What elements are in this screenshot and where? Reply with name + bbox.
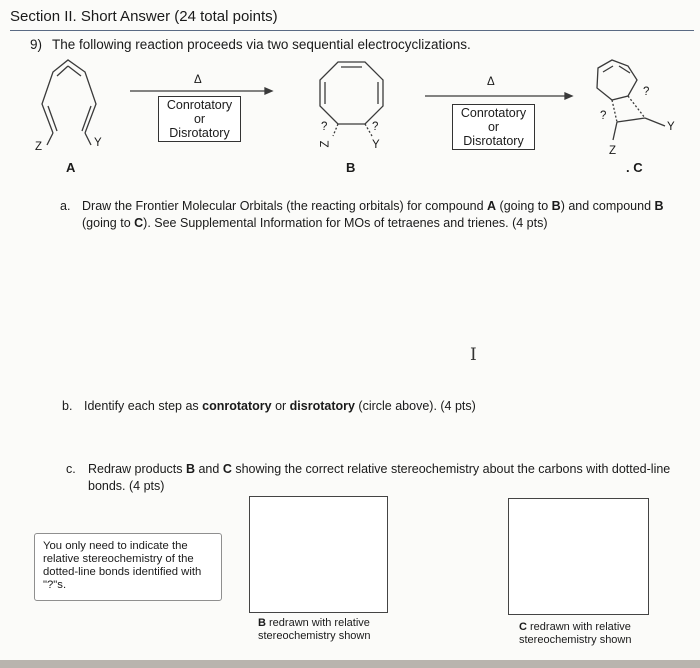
step1-or-text: or — [193, 112, 206, 126]
compound-c-y-label: Y — [667, 121, 675, 133]
text-cursor-icon: I — [470, 345, 477, 365]
product-c-drawing-box[interactable] — [508, 498, 649, 615]
compound-a-structure — [42, 60, 96, 145]
step1-disrotatory-option[interactable]: Disrotatory — [169, 126, 230, 140]
step2-conrotatory-option[interactable]: Conrotatory — [460, 106, 527, 120]
stereochemistry-note: You only need to indicate the relative stereochemistry of the dotted-line bonds identified with "?"s. — [34, 533, 222, 601]
product-c-caption: C redrawn with relative stereochemistry shown — [519, 621, 632, 646]
step2-mode-options[interactable] — [452, 104, 535, 150]
question-number: 9) — [30, 37, 43, 52]
section-divider — [10, 30, 694, 31]
part-a — [60, 198, 685, 232]
compound-b-z-label: Z — [319, 140, 332, 148]
compound-b-y-label: Y — [372, 139, 380, 151]
heat-symbol-1: Δ — [194, 74, 202, 86]
part-b-letter: b. — [62, 399, 73, 413]
compound-b-question-right: ? — [372, 121, 379, 133]
compound-a-z-label: Z — [35, 141, 43, 153]
part-b — [62, 398, 622, 415]
compound-c-dot: . — [626, 160, 630, 175]
section-title: Section II. Short Answer (24 total points) — [10, 8, 278, 25]
step1-conrotatory-option[interactable]: Conrotatory — [166, 98, 233, 112]
compound-c-question-left: ? — [600, 110, 607, 122]
compound-c-letter: C — [633, 160, 643, 175]
part-c-letter: c. — [66, 462, 76, 476]
compound-c-label — [626, 160, 643, 175]
compound-c-z-label: Z — [609, 145, 617, 157]
compound-a-label: A — [66, 160, 76, 175]
product-b-caption: B redrawn with relative stereochemistry shown — [258, 617, 371, 642]
step2-or-text: or — [487, 120, 500, 134]
part-a-text: Draw the Frontier Molecular Orbitals (the reacting orbitals) for compound A (going to B) and compound B (going to C). See Supplemental Information for MOs of tetraenes and trienes. (4 pts) — [82, 199, 664, 230]
part-a-letter: a. — [60, 199, 71, 213]
step1-mode-options[interactable] — [158, 96, 241, 142]
bottom-edge — [0, 660, 700, 668]
part-c — [66, 461, 681, 495]
question-text: The following reaction proceeds via two sequential electrocyclizations. — [52, 37, 471, 52]
compound-c-question-top: ? — [643, 86, 650, 98]
compound-b-label: B — [346, 160, 356, 175]
heat-symbol-2: Δ — [487, 76, 495, 88]
product-b-drawing-box[interactable] — [249, 496, 388, 613]
step2-disrotatory-option[interactable]: Disrotatory — [463, 134, 524, 148]
compound-a-y-label: Y — [94, 137, 102, 149]
part-b-text: Identify each step as conrotatory or disrotatory (circle above). (4 pts) — [84, 399, 476, 413]
part-c-text: Redraw products B and C showing the correct relative stereochemistry about the carbons with dotted-line bonds. (4 pts) — [88, 462, 671, 493]
compound-b-question-left: ? — [321, 121, 328, 133]
compound-c-structure — [597, 60, 665, 140]
